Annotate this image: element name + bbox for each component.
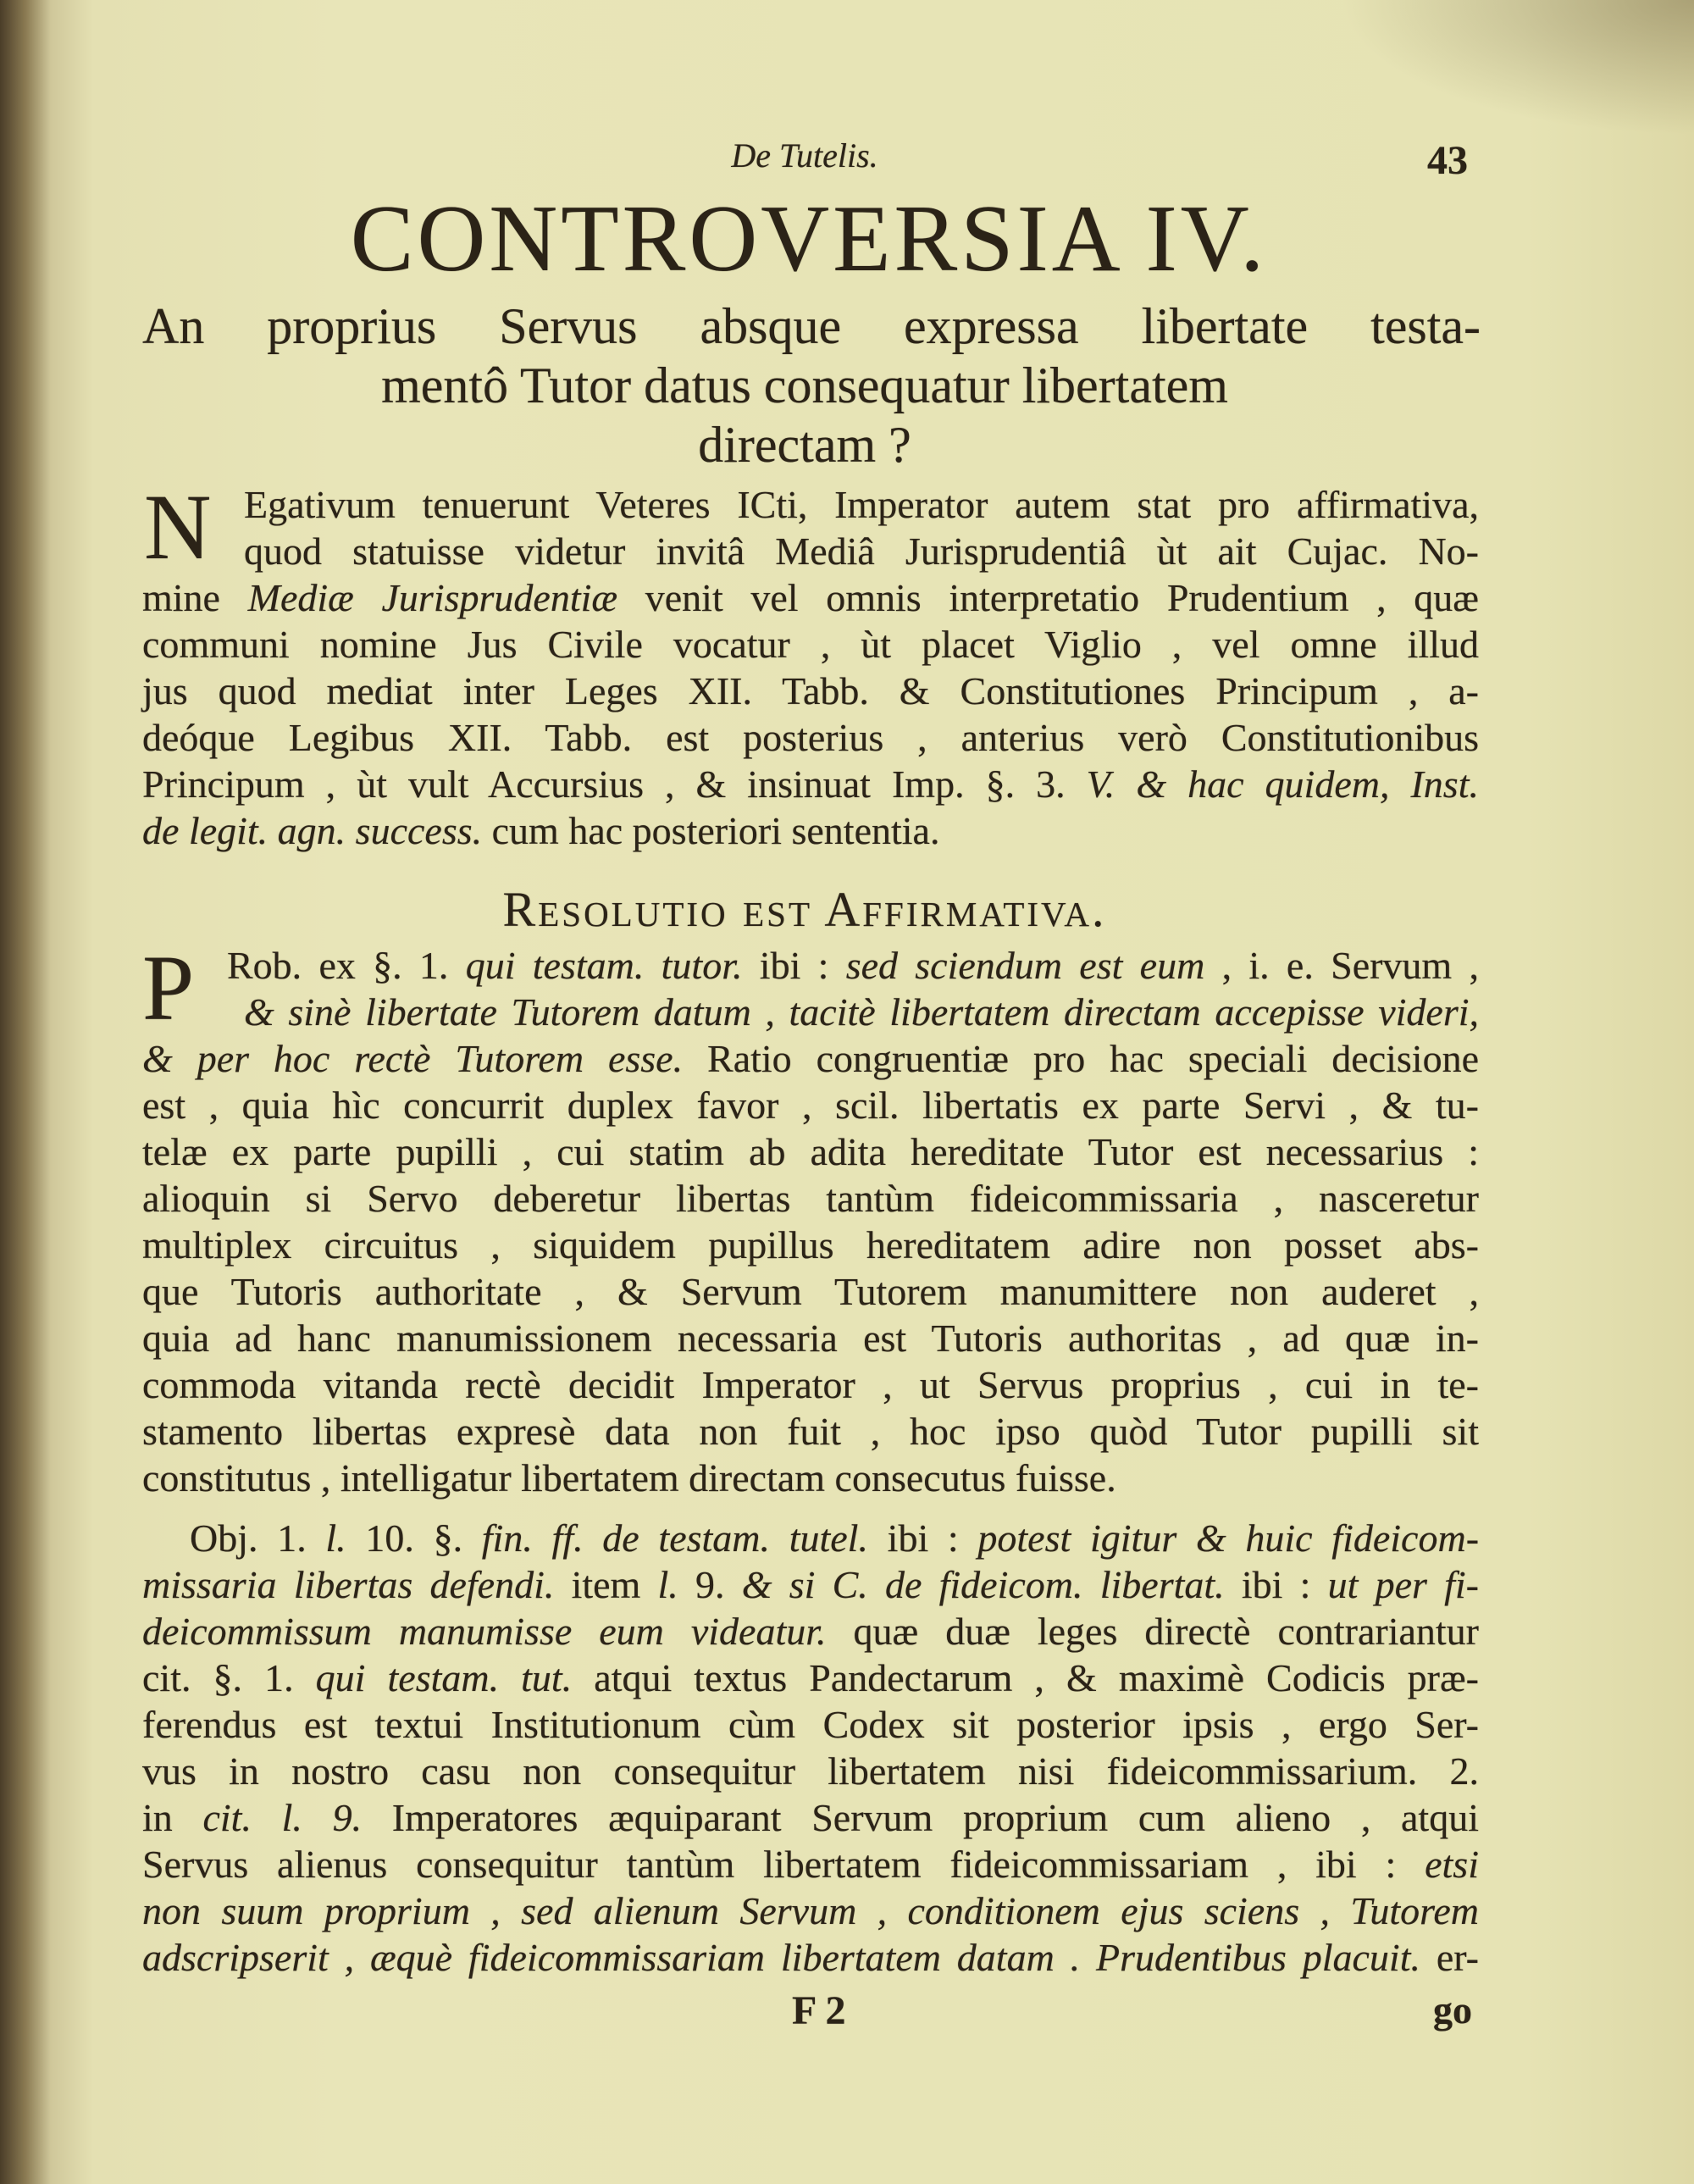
text-line [142, 621, 1479, 668]
text-line [142, 1268, 1479, 1315]
text-run: venit vel omnis interpretatio Prudentium , quæ [617, 576, 1479, 619]
catchword: go [1433, 1988, 1472, 2032]
italic-citation: fin. ff. de testam. tutel. [481, 1516, 868, 1560]
italic-citation: sed sciendum est eum [845, 944, 1205, 987]
text-run: , i. e. Servum , [1204, 944, 1479, 987]
italic-citation: l. [325, 1516, 346, 1560]
text-run: Imperatores æquiparant Servum proprium cum alieno , atqui [362, 1796, 1479, 1839]
text-line [142, 714, 1479, 761]
paragraph [142, 942, 1479, 1501]
italic-citation: de legit. agn. success. [142, 809, 483, 852]
text-run: cit. §. 1. [142, 1656, 316, 1699]
text-run: 9. [678, 1563, 742, 1606]
text-line [142, 1748, 1479, 1794]
drop-cap: P [142, 943, 195, 1033]
text-line [142, 668, 1479, 714]
drop-cap: N [144, 482, 212, 572]
page-stain [1338, 0, 1694, 136]
italic-citation: adscripserit , æquè fideicommissariam libertatem datam . Prudentibus placuit. [142, 1936, 1420, 1979]
text-line [244, 528, 1479, 574]
text-run: item [554, 1563, 658, 1606]
text-run: stamento libertas expresè data non fuit , hoc ipso quòd Tutor pupilli sit [142, 1410, 1479, 1453]
italic-citation: ut per fi- [1327, 1563, 1479, 1606]
text-run: Principum , ùt vult Accursius , & insinuat Imp. §. 3. [142, 762, 1087, 806]
italic-citation: etsi [1425, 1843, 1479, 1886]
text-run: Rob. ex §. 1. [227, 944, 466, 987]
text-line [142, 761, 1479, 807]
text-run: ibi : [1224, 1563, 1328, 1606]
text-run: ferendus est textui Institutionum cùm Codex sit posterior ipsis , ergo Ser- [142, 1703, 1479, 1746]
text-line [142, 1222, 1479, 1268]
page-number: 43 [1427, 138, 1468, 183]
italic-citation: non suum proprium , sed alienum Servum , conditionem ejus sciens , Tutorem [142, 1889, 1479, 1932]
text-run: cum hac posteriori sententia. [482, 809, 940, 852]
paragraph [142, 1515, 1479, 1981]
text-line [142, 1455, 1479, 1501]
text-line [142, 1408, 1479, 1455]
italic-citation: qui testam. tutor. [465, 944, 743, 987]
text-run: quia ad hanc manumissionem necessaria est Tutoris authoritas , ad quæ in- [142, 1316, 1479, 1360]
italic-citation: cit. l. 9. [202, 1796, 363, 1839]
text-line [142, 807, 1479, 854]
italic-citation: V. & hac quidem, Inst. [1086, 762, 1479, 806]
text-run: mine [142, 576, 248, 619]
text-line [142, 1315, 1479, 1361]
italic-citation: qui testam. tut. [315, 1656, 573, 1699]
text-run: commoda vitanda rectè decidit Imperator , ut Servus proprius , cui in te- [142, 1363, 1479, 1406]
text-line [142, 574, 1479, 621]
text-line [142, 1608, 1479, 1655]
text-run: Egativum tenuerunt Veteres ICti, Imperator autem stat pro affirmativa, [244, 483, 1479, 526]
text-line [142, 1841, 1479, 1887]
text-run: Ratio congruentiæ pro hac speciali decisione [683, 1037, 1479, 1080]
section-heading: Resolutio est Affirmativa. [502, 882, 1107, 937]
italic-citation: missaria libertas defendi. [142, 1563, 555, 1606]
text-run: Obj. 1. [190, 1516, 326, 1560]
text-line [142, 1701, 1479, 1748]
text-line [244, 481, 1479, 528]
text-line [142, 1934, 1479, 1981]
text-run: atqui textus Pandectarum , & maximè Codicis præ- [572, 1656, 1479, 1699]
question-line: directam ? [698, 417, 911, 473]
text-run: communi nomine Jus Civile vocatur , ùt placet Viglio , vel omne illud [142, 623, 1479, 666]
italic-citation: Mediæ Jurisprudentiæ [247, 576, 618, 619]
paragraph [142, 481, 1479, 854]
text-run: constitutus , intelligatur libertatem directam consecutus fuisse. [142, 1456, 1116, 1499]
text-line [142, 1035, 1479, 1082]
text-run: quod statuisse videtur invitâ Mediâ Jurisprudentiâ ùt ait Cujac. No- [244, 529, 1479, 573]
text-run: alioquin si Servo deberetur libertas tantùm fideicommissaria , nasceretur [142, 1177, 1479, 1220]
text-line [142, 1561, 1479, 1608]
question-line: An proprius Servus absque expressa libertate testa- [142, 298, 1481, 354]
text-run: in [142, 1796, 203, 1839]
signature-mark: F 2 [792, 1988, 846, 2033]
text-line [190, 1515, 1479, 1561]
text-run: multiplex circuitus , siquidem pupillus hereditatem adire non posset abs- [142, 1223, 1479, 1267]
text-run: ibi : [867, 1516, 978, 1560]
text-run: est , quia hìc concurrit duplex favor , scil. libertatis ex parte Servi , & tu- [142, 1084, 1479, 1127]
italic-citation: deicommissum manumisse eum videatur. [142, 1610, 827, 1653]
text-line [142, 1655, 1479, 1701]
text-line [142, 1361, 1479, 1408]
italic-citation: & si C. de fideicom. libertat. [741, 1563, 1225, 1606]
text-run: deóque Legibus XII. Tabb. est posterius , anterius verò Constitutionibus [142, 716, 1479, 759]
italic-citation: potest igitur & huic fideicom- [977, 1516, 1480, 1560]
text-run: vus in nostro casu non consequitur libertatem nisi fideicommissarium. 2. [142, 1749, 1479, 1793]
text-run: Servus alienus consequitur tantùm libertatem fideicommissariam , ibi : [142, 1843, 1426, 1886]
text-line [142, 1082, 1479, 1128]
page-title: CONTROVERSIA IV. [350, 186, 1268, 291]
text-run: jus quod mediat inter Leges XII. Tabb. & Constitutiones Principum , a- [142, 669, 1479, 712]
text-line [227, 942, 1479, 989]
text-line [142, 1794, 1479, 1841]
text-line [142, 1887, 1479, 1934]
italic-citation: & per hoc rectè Tutorem esse. [142, 1037, 684, 1080]
italic-citation: & sinè libertate Tutorem datum , tacitè libertatem directam accepisse videri, [244, 990, 1479, 1034]
question-line: mentô Tutor datus consequatur libertatem [381, 358, 1228, 413]
text-line [244, 989, 1479, 1035]
running-head: De Tutelis. [731, 136, 878, 175]
text-line [142, 1175, 1479, 1222]
italic-citation: l. [657, 1563, 678, 1606]
text-line [142, 1128, 1479, 1175]
text-run: quæ duæ leges directè contrariantur [826, 1610, 1479, 1653]
text-run: 10. §. [346, 1516, 482, 1560]
text-run: er- [1420, 1936, 1479, 1979]
text-run: que Tutoris authoritate , & Servum Tutorem manumittere non auderet , [142, 1270, 1479, 1313]
text-run: ibi : [742, 944, 846, 987]
text-run: telæ ex parte pupilli , cui statim ab adita hereditate Tutor est necessarius : [142, 1130, 1479, 1173]
